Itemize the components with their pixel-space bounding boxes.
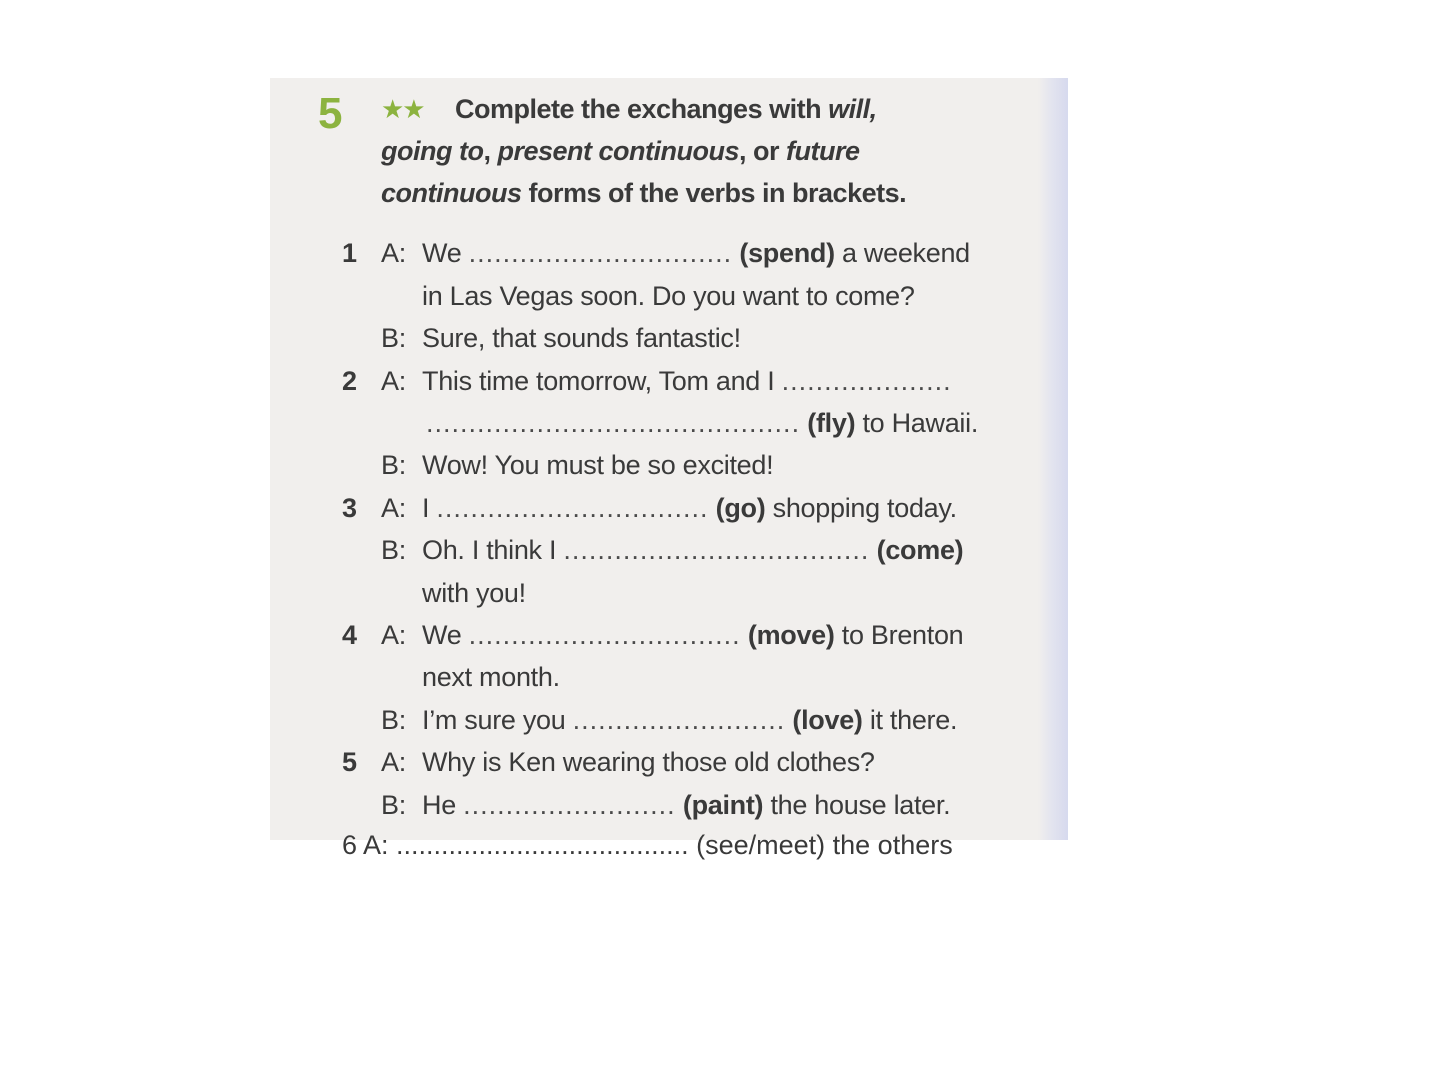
text-before-gap: Oh. I think I xyxy=(422,535,564,565)
answer-gap: ............................................ xyxy=(426,408,801,438)
question-number: 4 xyxy=(342,620,357,650)
text-before-gap: I’m sure you xyxy=(422,705,573,735)
instruction-text: Complete the exchanges with xyxy=(455,94,829,124)
verb-prompt: (go) xyxy=(715,493,766,523)
speaker-label: A: xyxy=(381,238,406,268)
answer-gap: .................... xyxy=(781,366,952,396)
text-after-gap: it there. xyxy=(862,705,958,735)
exercise-number: 5 xyxy=(318,89,343,138)
line-text: Wow! You must be so excited! xyxy=(422,450,774,480)
line-text xyxy=(426,402,978,444)
line-text xyxy=(422,487,957,529)
answer-gap: ................................ xyxy=(468,620,741,650)
line-text: in Las Vegas soon. Do you want to come? xyxy=(422,281,915,311)
verb-prompt: (fly) xyxy=(807,408,856,438)
cropped-line xyxy=(342,826,982,860)
text-before-gap: He xyxy=(422,790,464,820)
text-before-gap: I xyxy=(422,493,437,523)
line-text xyxy=(422,784,950,826)
speaker-label: A: xyxy=(381,747,406,777)
verb-prompt: (paint) xyxy=(682,790,764,820)
instruction-future: future xyxy=(786,136,860,166)
line-text xyxy=(422,360,952,402)
question-number: 3 xyxy=(342,493,357,523)
speaker-label: B: xyxy=(381,790,406,820)
text-before-gap: This time tomorrow, Tom and I xyxy=(422,366,782,396)
question-number: 2 xyxy=(342,366,357,396)
instruction-or: , or xyxy=(739,136,787,166)
text-before-gap: We xyxy=(422,238,469,268)
line-text xyxy=(422,699,957,741)
answer-gap: ......................... xyxy=(463,790,676,820)
textbook-page xyxy=(270,78,1068,860)
verb-prompt: (spend) xyxy=(739,238,835,268)
instruction-comma: , xyxy=(869,94,877,124)
line-text: Why is Ken wearing those old clothes? xyxy=(422,747,875,777)
speaker-label: B: xyxy=(381,450,406,480)
instruction-end: forms of the verbs in brackets. xyxy=(521,178,907,208)
instruction-comma: , xyxy=(483,136,498,166)
line-text xyxy=(422,529,963,571)
answer-gap: .................................... xyxy=(563,535,870,565)
instruction-will: will xyxy=(828,94,870,124)
stars-icon: ★★ xyxy=(381,94,424,124)
speaker-label: A: xyxy=(381,620,406,650)
speaker-label: A: xyxy=(381,493,406,523)
line-text: next month. xyxy=(422,662,560,692)
question-number: 1 xyxy=(342,238,357,268)
speaker-label: A: xyxy=(381,366,406,396)
text-after-gap: to Brenton xyxy=(834,620,964,650)
text-after-gap: shopping today. xyxy=(765,493,957,523)
speaker-label: B: xyxy=(381,535,406,565)
question-number: 5 xyxy=(342,747,357,777)
speaker-label: B: xyxy=(381,323,406,353)
instruction-present-continuous: present continuous xyxy=(497,136,739,166)
verb-prompt: (move) xyxy=(747,620,835,650)
line-text: Sure, that sounds fantastic! xyxy=(422,323,741,353)
text-after-gap: to Hawaii. xyxy=(855,408,979,438)
verb-prompt: (come) xyxy=(876,535,964,565)
cropped-line-text: 6 A: ....................................... (see/meet) the others xyxy=(342,830,953,860)
speaker-label: B: xyxy=(381,705,406,735)
line-text xyxy=(422,614,963,656)
answer-gap: ................................ xyxy=(436,493,709,523)
verb-prompt: (love) xyxy=(792,705,863,735)
text-after-gap: the house later. xyxy=(763,790,951,820)
instruction-continuous: continuous xyxy=(381,178,522,208)
instruction-going-to: going to xyxy=(381,136,484,166)
line-text: with you! xyxy=(422,578,526,608)
text-after-gap: a weekend xyxy=(834,238,970,268)
answer-gap: ............................... xyxy=(468,238,733,268)
line-text xyxy=(422,232,970,274)
exercise-instruction xyxy=(381,88,981,214)
answer-gap: ......................... xyxy=(572,705,786,735)
text-before-gap: We xyxy=(422,620,469,650)
